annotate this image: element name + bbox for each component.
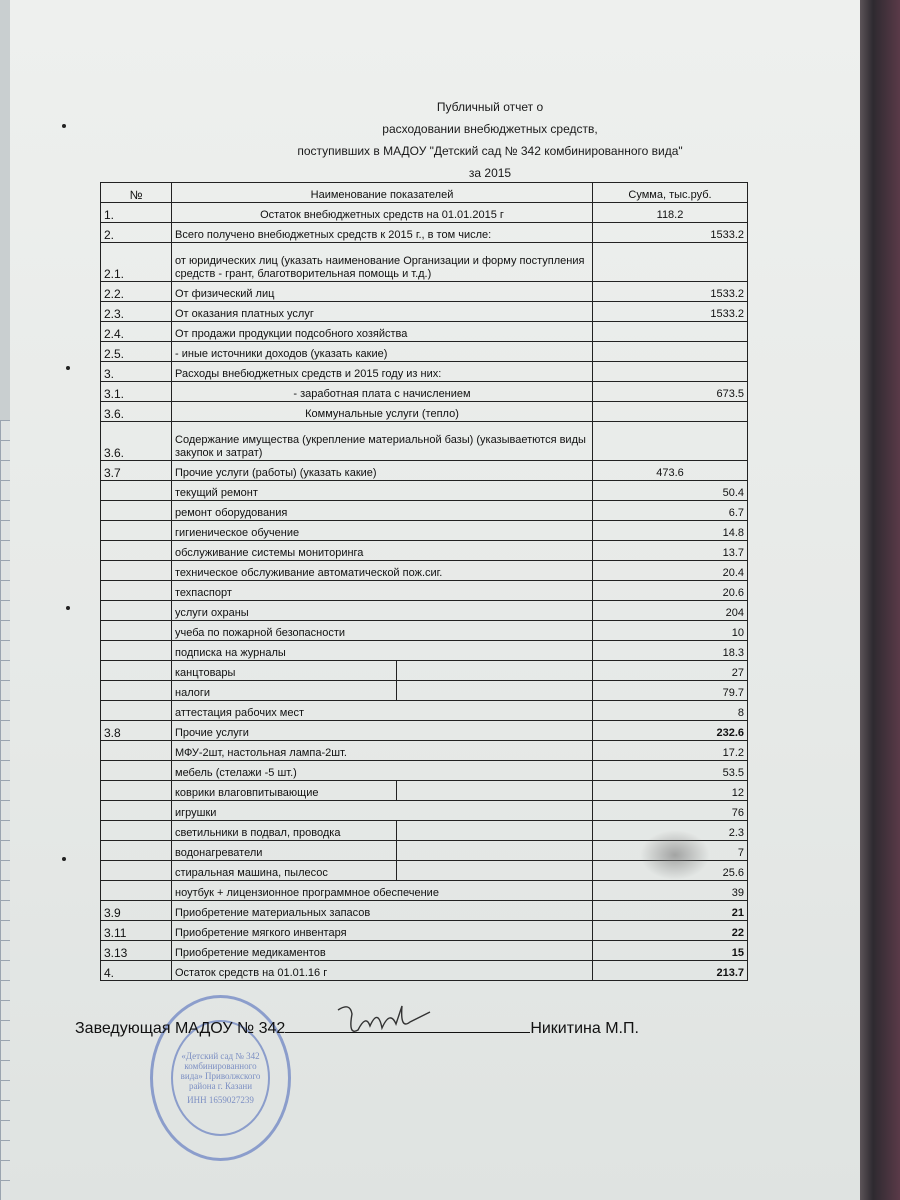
row-empty-cell [397, 661, 593, 681]
row-amount [593, 422, 748, 461]
row-empty-cell [397, 681, 593, 701]
table-row [101, 203, 748, 223]
row-name: стиральная машина, пылесос [172, 861, 397, 881]
table-row [101, 701, 748, 721]
row-name: водонагреватели [172, 841, 397, 861]
table-row [101, 501, 748, 521]
row-amount: 12 [593, 781, 748, 801]
row-number: 2.3. [101, 302, 172, 322]
row-name: Прочие услуги [172, 721, 593, 741]
stamp-text: «Детский сад № 342 комбинированного вида» Приволжского района г. Казани [180, 1051, 261, 1091]
table-row [101, 521, 748, 541]
row-number [101, 761, 172, 781]
row-name: услуги охраны [172, 601, 593, 621]
row-amount: 2.3 [593, 821, 748, 841]
row-name: Прочие услуги (работы) (указать какие) [172, 461, 593, 481]
table-row [101, 601, 748, 621]
row-name: подписка на журналы [172, 641, 593, 661]
row-amount: 39 [593, 881, 748, 901]
row-name: Содержание имущества (укрепление материальной базы) (указываетются виды закупок и затрат) [172, 422, 593, 461]
row-amount: 7 [593, 841, 748, 861]
row-name: Коммунальные услуги (тепло) [172, 402, 593, 422]
table-row [101, 661, 748, 681]
row-amount: 213.7 [593, 961, 748, 981]
row-number [101, 781, 172, 801]
row-amount: 673.5 [593, 382, 748, 402]
row-name: текущий ремонт [172, 481, 593, 501]
row-number: 3. [101, 362, 172, 382]
row-number [101, 521, 172, 541]
row-number: 2.5. [101, 342, 172, 362]
row-number: 3.11 [101, 921, 172, 941]
table-row [101, 302, 748, 322]
row-amount: 76 [593, 801, 748, 821]
row-name: налоги [172, 681, 397, 701]
row-amount [593, 243, 748, 282]
row-number [101, 701, 172, 721]
row-number [101, 821, 172, 841]
row-name: Всего получено внебюджетных средств к 2015 г., в том числе: [172, 223, 593, 243]
row-name: Приобретение мягкого инвентаря [172, 921, 593, 941]
row-amount: 15 [593, 941, 748, 961]
row-name: коврики влаговпитывающие [172, 781, 397, 801]
row-number: 3.1. [101, 382, 172, 402]
row-number [101, 581, 172, 601]
table-row [101, 461, 748, 481]
row-amount: 20.4 [593, 561, 748, 581]
table-row [101, 541, 748, 561]
table-row [101, 362, 748, 382]
row-number [101, 841, 172, 861]
row-amount: 27 [593, 661, 748, 681]
row-number [101, 481, 172, 501]
row-amount: 10 [593, 621, 748, 641]
row-name: МФУ-2шт, настольная лампа-2шт. [172, 741, 593, 761]
row-name: От оказания платных услуг [172, 302, 593, 322]
table-row [101, 342, 748, 362]
table-row [101, 881, 748, 901]
table-row [101, 282, 748, 302]
row-amount: 14.8 [593, 521, 748, 541]
row-empty-cell [397, 821, 593, 841]
row-amount [593, 322, 748, 342]
row-name: от юридических лиц (указать наименование Организации и форму поступления средств - грант, благотворительная помощь и т.д.) [172, 243, 593, 282]
row-number: 2.4. [101, 322, 172, 342]
table-row [101, 961, 748, 981]
punch-dot [66, 606, 70, 610]
row-amount: 53.5 [593, 761, 748, 781]
table-row [101, 801, 748, 821]
table-row [101, 621, 748, 641]
row-number [101, 881, 172, 901]
column-header-name: Наименование показателей [172, 183, 593, 203]
row-name: ноутбук + лицензионное программное обеспечение [172, 881, 593, 901]
row-name: игрушки [172, 801, 593, 821]
row-number [101, 561, 172, 581]
row-name: Приобретение медикаментов [172, 941, 593, 961]
row-number: 2. [101, 223, 172, 243]
table-row [101, 382, 748, 402]
row-name: канцтовары [172, 661, 397, 681]
table-row [101, 322, 748, 342]
row-name: аттестация рабочих мест [172, 701, 593, 721]
row-number: 2.2. [101, 282, 172, 302]
row-amount: 1533.2 [593, 302, 748, 322]
table-row [101, 422, 748, 461]
row-amount: 118.2 [593, 203, 748, 223]
row-number [101, 741, 172, 761]
row-amount: 473.6 [593, 461, 748, 481]
column-header-amount: Сумма, тыс.руб. [593, 183, 748, 203]
row-name: Остаток средств на 01.01.16 г [172, 961, 593, 981]
row-empty-cell [397, 841, 593, 861]
row-number: 1. [101, 203, 172, 223]
row-number: 3.7 [101, 461, 172, 481]
row-amount: 6.7 [593, 501, 748, 521]
row-amount: 79.7 [593, 681, 748, 701]
table-row [101, 681, 748, 701]
table-row [101, 402, 748, 422]
row-amount [593, 402, 748, 422]
table-row [101, 641, 748, 661]
row-number [101, 861, 172, 881]
table-row [101, 901, 748, 921]
row-name: мебель (стелажи -5 шт.) [172, 761, 593, 781]
stamp-inn: ИНН 1659027239 [187, 1095, 254, 1105]
punch-dot [66, 366, 70, 370]
row-amount: 18.3 [593, 641, 748, 661]
row-amount: 204 [593, 601, 748, 621]
row-name: Остаток внебюджетных средств на 01.01.2015 г [172, 203, 593, 223]
row-name: ремонт оборудования [172, 501, 593, 521]
row-name: - заработная плата с начислением [172, 382, 593, 402]
row-number [101, 661, 172, 681]
row-amount: 1533.2 [593, 282, 748, 302]
row-name: обслуживание системы мониторинга [172, 541, 593, 561]
column-header-number: № [101, 183, 172, 203]
row-number: 4. [101, 961, 172, 981]
background-edge [855, 0, 900, 1200]
row-name: техническое обслуживание автоматической пож.сиг. [172, 561, 593, 581]
row-number [101, 501, 172, 521]
row-number [101, 621, 172, 641]
row-amount: 13.7 [593, 541, 748, 561]
row-amount: 25.6 [593, 861, 748, 881]
report-title-year: за 2015 [468, 166, 512, 180]
row-amount: 232.6 [593, 721, 748, 741]
table-row [101, 481, 748, 501]
photo-blur-spot [640, 830, 710, 880]
report-title-line2: расходовании внебюджетных средств, [382, 122, 598, 136]
table-row [101, 761, 748, 781]
row-number: 3.8 [101, 721, 172, 741]
table-header-row [101, 183, 748, 203]
table-row [101, 581, 748, 601]
table-row [101, 741, 748, 761]
table-row [101, 223, 748, 243]
signer-name: Никитина М.П. [530, 1020, 639, 1037]
row-number [101, 641, 172, 661]
punch-dot [62, 857, 66, 861]
table-row [101, 721, 748, 741]
row-number: 3.13 [101, 941, 172, 961]
row-number [101, 681, 172, 701]
report-title-line3: поступивших в МАДОУ "Детский сад № 342 комбинированного вида" [297, 144, 683, 158]
signer-position: Заведующая МАДОУ № 342 [75, 1020, 286, 1037]
row-name: Приобретение материальных запасов [172, 901, 593, 921]
row-amount: 21 [593, 901, 748, 921]
row-number: 3.9 [101, 901, 172, 921]
row-name: - иные источники доходов (указать какие) [172, 342, 593, 362]
row-name: учеба по пожарной безопасности [172, 621, 593, 641]
row-amount [593, 362, 748, 382]
row-name: Расходы внебюджетных средств и 2015 году из них: [172, 362, 593, 382]
row-empty-cell [397, 861, 593, 881]
row-number: 3.6. [101, 402, 172, 422]
row-number [101, 601, 172, 621]
table-row [101, 921, 748, 941]
table-row [101, 941, 748, 961]
report-title-line1: Публичный отчет о [436, 100, 544, 114]
table-row [101, 561, 748, 581]
handwritten-signature [330, 1000, 440, 1045]
row-name: светильники в подвал, проводка [172, 821, 397, 841]
row-name: техпаспорт [172, 581, 593, 601]
row-amount: 20.6 [593, 581, 748, 601]
row-amount: 22 [593, 921, 748, 941]
row-amount [593, 342, 748, 362]
row-number: 2.1. [101, 243, 172, 282]
row-number [101, 541, 172, 561]
row-number: 3.6. [101, 422, 172, 461]
row-name: гигиеническое обучение [172, 521, 593, 541]
table-row [101, 243, 748, 282]
row-amount: 1533.2 [593, 223, 748, 243]
row-empty-cell [397, 781, 593, 801]
table-row [101, 781, 748, 801]
row-amount: 8 [593, 701, 748, 721]
row-name: От продажи продукции подсобного хозяйства [172, 322, 593, 342]
row-amount: 17.2 [593, 741, 748, 761]
row-name: От физический лиц [172, 282, 593, 302]
row-amount: 50.4 [593, 481, 748, 501]
row-number [101, 801, 172, 821]
